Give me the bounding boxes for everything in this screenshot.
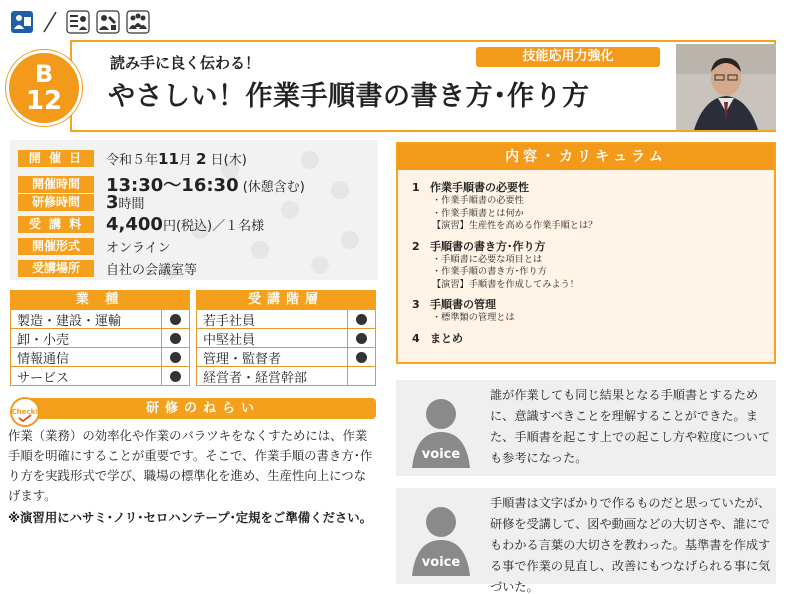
format-label: 開催形式 xyxy=(18,238,94,255)
fee-label: 受 講 料 xyxy=(18,216,94,233)
level-header: 受講階層 xyxy=(196,290,376,310)
voice-text: 手順書は文字ばかりで作るものだと思っていたが、研修を受講して、図や動画などの大切さや、誰にでもわかる言葉の大切さを教わった。基準書を作成する事で作業の見直し、改善にもつなげられる事に気づいた。 xyxy=(490,496,771,594)
curriculum-box xyxy=(396,142,776,364)
check-dot xyxy=(356,352,367,363)
table-row xyxy=(197,367,375,386)
section-item: 【演習】手順書を作成してみよう！ xyxy=(432,278,579,290)
fee-value xyxy=(106,214,264,235)
objective-text: 作業（業務）の効率化や作業のバラツキをなくすためには、作業手順を明確にすることが重要です。そこで、作業手順の書き方･作り方を実践形式で学び、職場の標準化を進め、生産性向上につなげます。 xyxy=(8,428,373,503)
check-dot xyxy=(356,314,367,325)
section-number: 2 xyxy=(412,239,420,253)
check-icon-label: Check! xyxy=(11,408,39,416)
duration-unit: 時間 xyxy=(118,197,145,212)
section-item: ・作業手順書とは何か xyxy=(432,207,524,219)
section-item: ・手順書に必要な項目とは xyxy=(432,253,543,265)
time-label: 開催時間 xyxy=(18,176,94,193)
table-row xyxy=(11,329,189,348)
category-tag: 技能応用力強化 xyxy=(476,47,660,67)
section-number: 1 xyxy=(412,181,420,194)
category-icons xyxy=(10,8,150,36)
voice-label: voice xyxy=(421,555,461,570)
check-cell-empty xyxy=(347,367,375,386)
section-title: 手順書の書き方･作り方 xyxy=(430,239,546,253)
table-row xyxy=(11,310,189,329)
objective-header: 研修のねらい xyxy=(30,398,376,419)
check-dot xyxy=(356,333,367,344)
curriculum-header: 内容・カリキュラム xyxy=(398,144,774,170)
section-item: ・作業手順書の必要性 xyxy=(432,195,524,206)
table-row xyxy=(11,367,189,386)
section-title: 手順書の管理 xyxy=(430,298,496,311)
level-name: 中堅社員 xyxy=(203,332,256,348)
group-meeting-icon xyxy=(126,10,150,34)
check-cell xyxy=(161,348,189,367)
date-day-unit: 日(木) xyxy=(210,153,247,168)
fee-amount: 4,400 xyxy=(106,214,163,235)
check-cell xyxy=(161,310,189,329)
table-row xyxy=(11,348,189,367)
person-silhouette-icon xyxy=(406,390,476,468)
voice-testimonial xyxy=(396,488,776,594)
industry-name: サービス xyxy=(17,370,70,386)
level-name: 経営者・経営幹部 xyxy=(203,370,308,386)
section-title: まとめ xyxy=(430,331,463,345)
target-table xyxy=(10,290,376,386)
course-code-number: 12 xyxy=(25,86,63,116)
voice-text: 誰が作業しても同じ結果となる手順書とするために、意識すべきことを理解することができた。また、手順書を起こす上での起こし方や粒度についても参考になった。 xyxy=(490,388,771,465)
industry-name: 卸・小売 xyxy=(17,332,70,348)
voice-label: voice xyxy=(421,447,461,462)
check-dot xyxy=(170,352,181,363)
course-code-badge xyxy=(6,50,82,126)
check-dot xyxy=(170,333,181,344)
table-row xyxy=(197,329,375,348)
duration-label: 研修時間 xyxy=(18,194,94,211)
format-value: オンライン xyxy=(106,241,171,256)
check-cell xyxy=(161,367,189,386)
time-range: 13:30～16:30 xyxy=(106,175,239,196)
course-code-letter: B xyxy=(34,60,54,88)
section-item: ・作業手順の書き方･作り方 xyxy=(432,266,547,277)
check-cell xyxy=(347,310,375,329)
info-row-date xyxy=(18,149,247,168)
industry-name: 製造・建設・運輸 xyxy=(17,313,122,329)
date-day: 2 xyxy=(196,150,207,168)
curriculum-section xyxy=(412,331,774,346)
section-item: 【演習】生産性を高める作業手順とは？ xyxy=(432,220,598,231)
curriculum-section xyxy=(412,180,774,233)
person-silhouette-icon xyxy=(406,498,476,576)
table-row xyxy=(197,310,375,329)
check-cell xyxy=(347,348,375,367)
info-row-location xyxy=(18,259,197,278)
slash-divider-icon xyxy=(40,10,60,34)
level-column xyxy=(196,310,376,386)
info-row-format xyxy=(18,237,171,256)
office-worker-icon xyxy=(10,10,34,34)
section-number: 4 xyxy=(412,331,420,345)
instructor-photo xyxy=(676,44,776,130)
fee-unit: 円(税込)／１名様 xyxy=(162,219,265,234)
curriculum-section xyxy=(412,239,774,292)
duration-number: 3 xyxy=(106,192,119,213)
course-title: やさしい！作業手順書の書き方･作り方 xyxy=(108,81,590,112)
check-cell xyxy=(161,329,189,348)
course-subtitle: 読み手に良く伝わる！ xyxy=(110,54,261,72)
location-value: 自社の会議室等 xyxy=(106,263,198,278)
check-icon xyxy=(10,397,40,427)
training-document-icon xyxy=(66,10,90,34)
duration-value xyxy=(106,192,145,213)
check-dot xyxy=(170,314,181,325)
section-item: ・標準類の管理とは xyxy=(432,312,515,323)
industry-header: 業 種 xyxy=(10,290,190,310)
date-era: 令和５年 xyxy=(106,153,159,168)
level-name: 若手社員 xyxy=(203,313,256,329)
check-dot xyxy=(170,371,181,382)
table-row xyxy=(197,348,375,367)
date-value xyxy=(106,149,247,168)
date-month: 11 xyxy=(158,150,179,168)
voice-testimonial xyxy=(396,380,776,476)
time-note: (休憩含む) xyxy=(242,180,305,195)
location-label: 受講場所 xyxy=(18,260,94,277)
info-row-fee xyxy=(18,214,264,235)
section-number: 3 xyxy=(412,298,420,311)
info-row-duration xyxy=(18,192,145,213)
date-month-unit: 月 xyxy=(178,153,192,168)
industry-column xyxy=(10,310,190,386)
industry-name: 情報通信 xyxy=(17,351,70,367)
objective-note: ※演習用にハサミ･ノリ･セロハンテープ･定規をご準備ください。 xyxy=(8,510,373,525)
skill-tools-icon xyxy=(96,10,120,34)
level-name: 管理・監督者 xyxy=(203,351,282,367)
check-cell xyxy=(347,329,375,348)
date-label: 開 催 日 xyxy=(18,150,94,167)
curriculum-section xyxy=(412,297,774,325)
section-title: 作業手順書の必要性 xyxy=(430,181,529,194)
